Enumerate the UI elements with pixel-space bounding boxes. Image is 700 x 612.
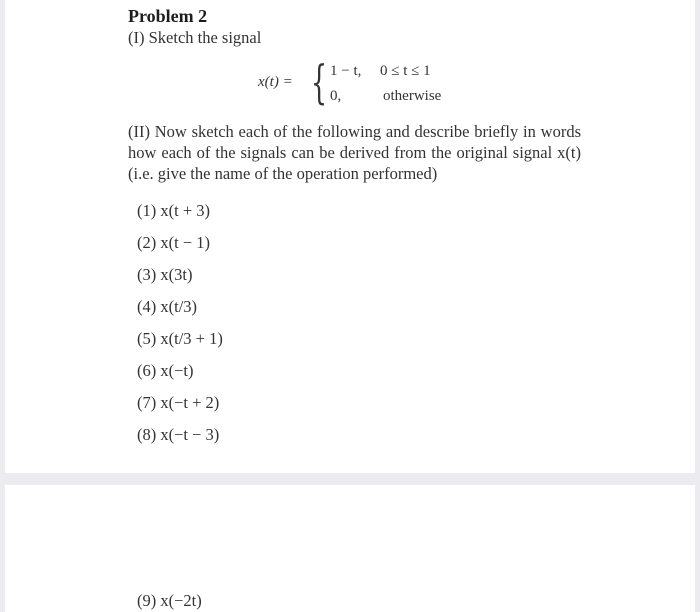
- list-item: (5) x(t/3 + 1): [137, 329, 223, 348]
- page-card-continued: [5, 485, 695, 612]
- equation-lhs: x(t) =: [258, 74, 293, 90]
- list-item: (8) x(−t − 3): [137, 425, 220, 444]
- list-item: (2) x(t − 1): [137, 233, 210, 252]
- list-item: (4) x(t/3): [137, 297, 198, 316]
- case-1-condition: 0 ≤ t ≤ 1: [380, 63, 431, 79]
- case-1-expression: 1 − t,: [330, 63, 362, 79]
- list-item: (9) x(−2t): [137, 591, 202, 610]
- list-item: (6) x(−t): [137, 361, 194, 380]
- case-2-expression: 0,: [330, 88, 342, 104]
- case-2-condition: otherwise: [383, 88, 442, 104]
- list-item: (1) x(t + 3): [137, 201, 210, 220]
- problem-title: Problem 2: [128, 6, 208, 26]
- list-item: (7) x(−t + 2): [137, 393, 220, 412]
- left-brace-icon: {: [311, 55, 328, 109]
- part1-instruction: (I) Sketch the signal: [128, 28, 262, 47]
- part2-instruction: (II) Now sketch each of the following and describe briefly in words how each of the signals can be derived from the original signal x(t) (i.e. give the name of the operation performed): [128, 122, 581, 183]
- list-item: (3) x(3t): [137, 265, 193, 284]
